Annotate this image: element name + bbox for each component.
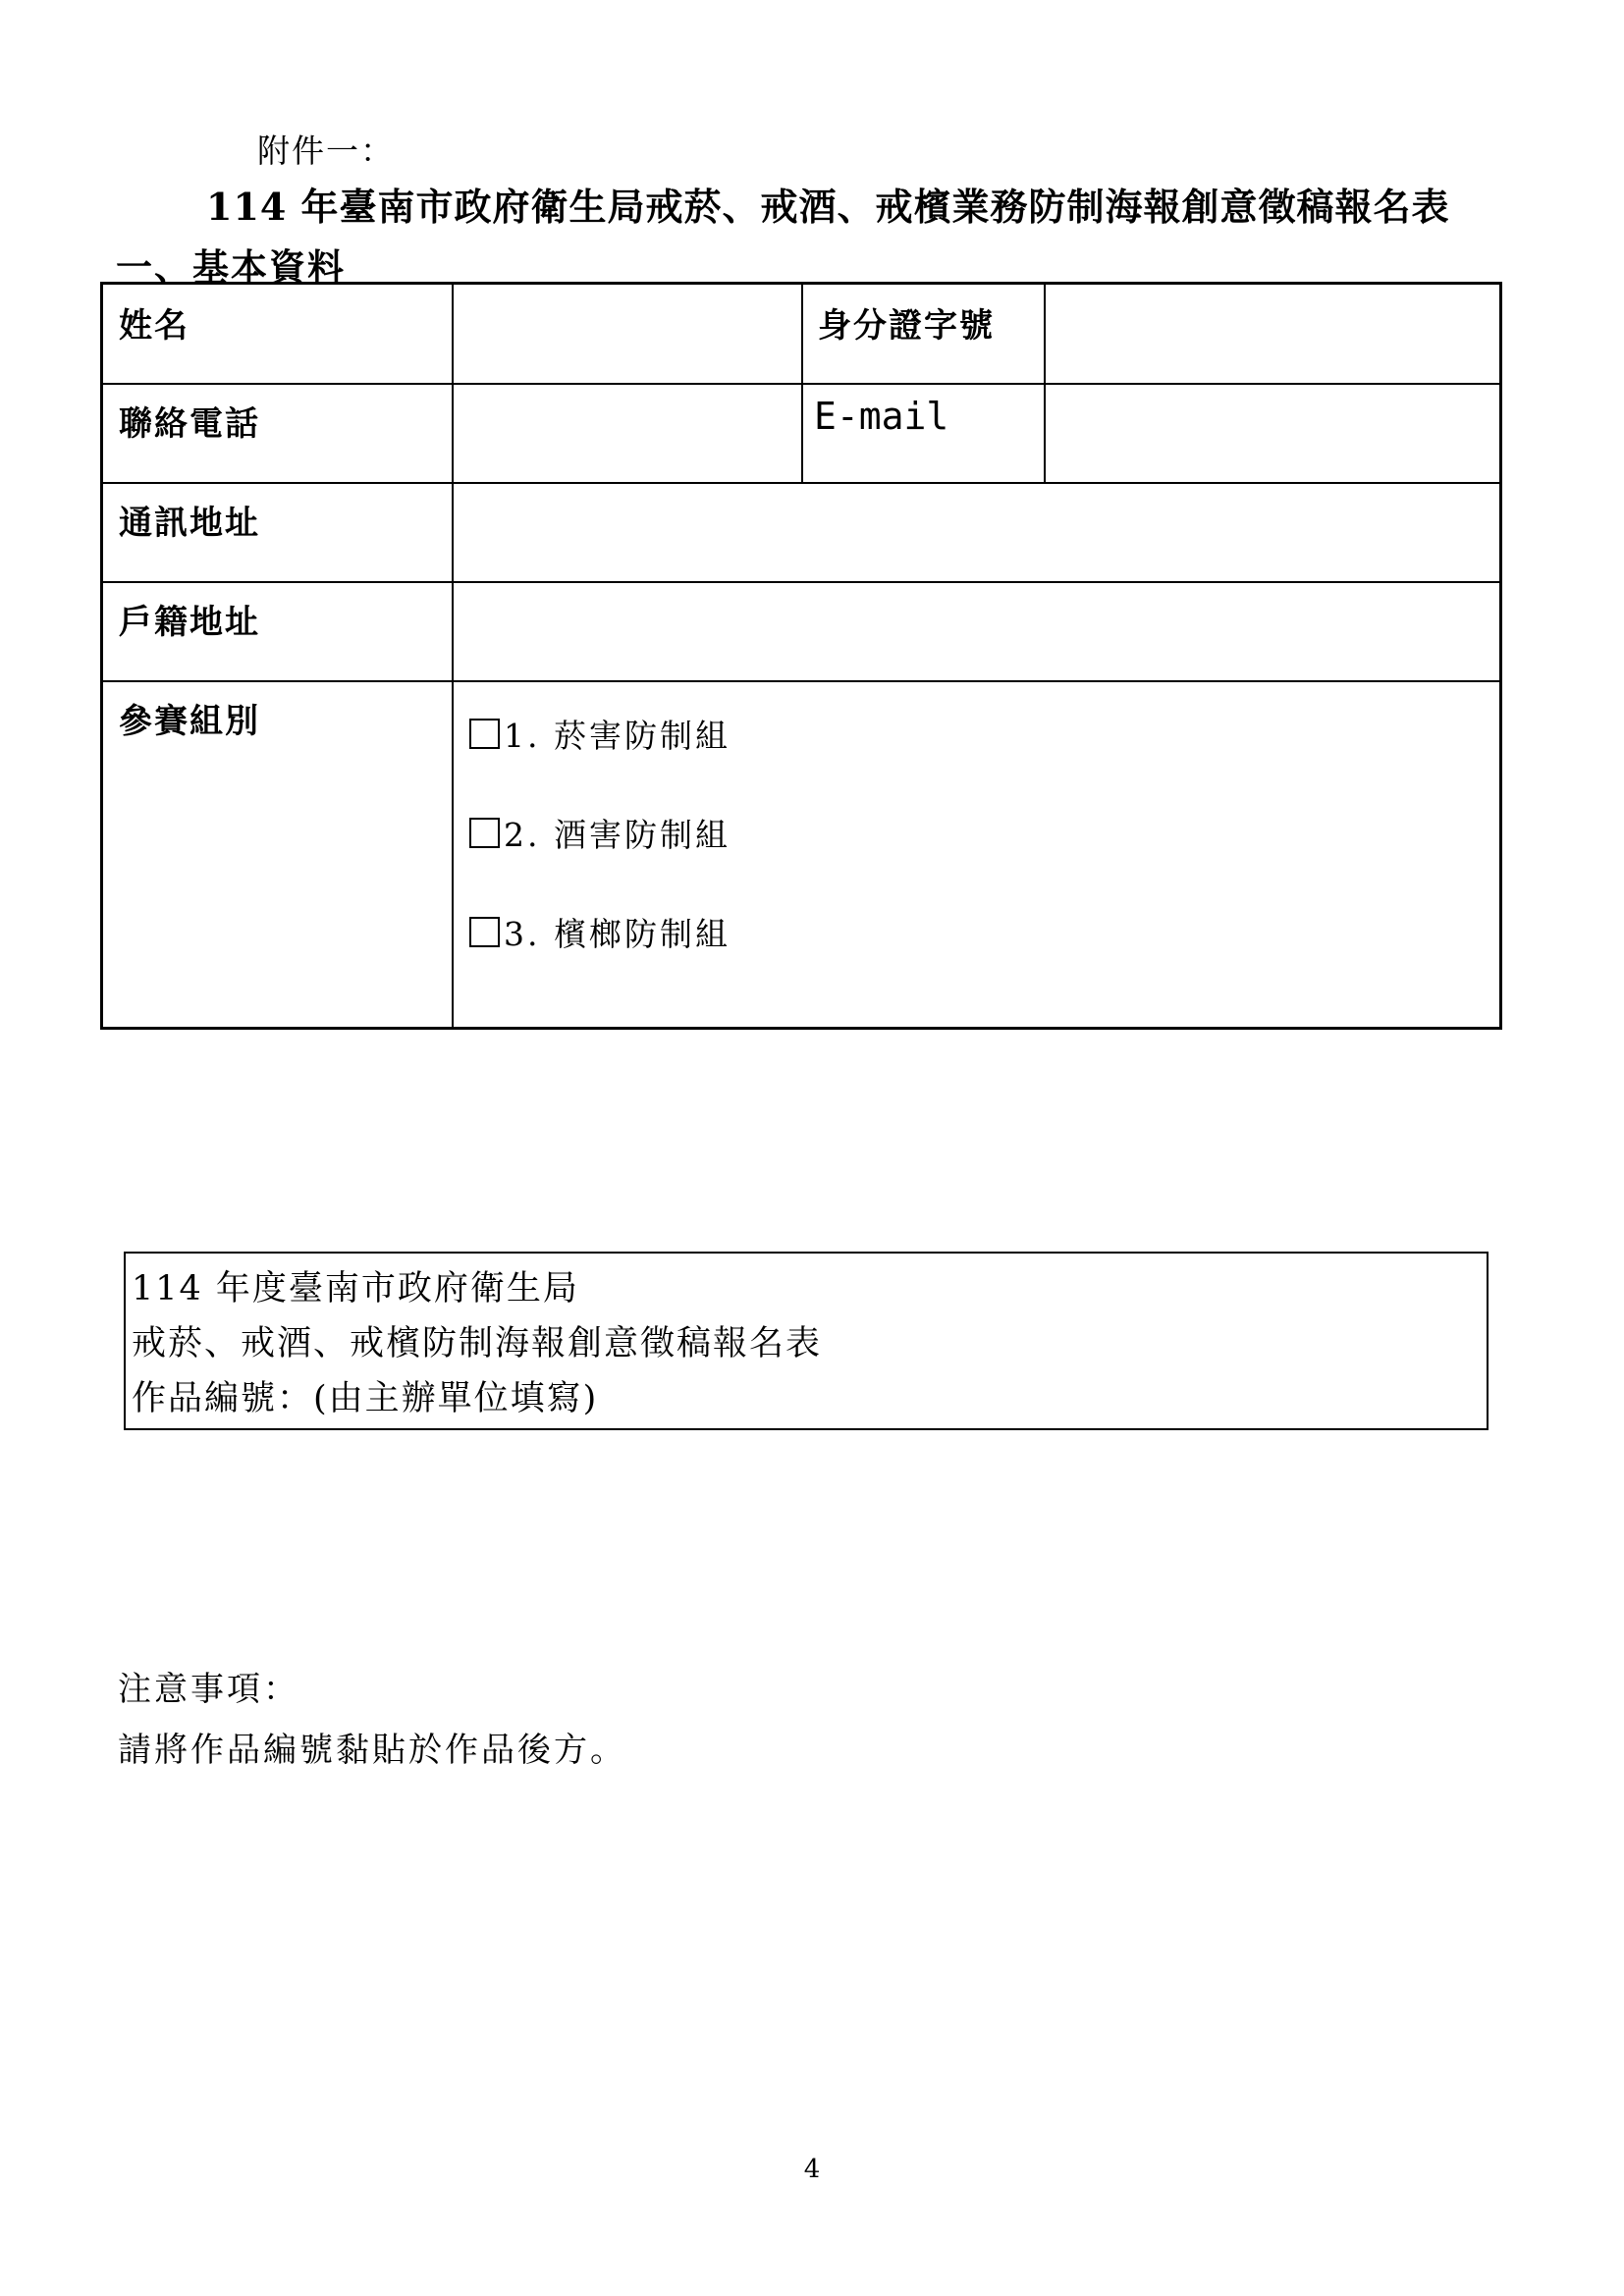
category-label: 參賽組別 [119,702,260,741]
email-label: E-mail [814,395,949,438]
mailing-address-label: 通訊地址 [119,504,260,543]
id-number-label: 身分證字號 [818,306,995,346]
category-option-label: 3. 檳榔防制組 [504,915,731,953]
row-divider [103,482,1499,484]
section-heading: 一、基本資料 [116,245,346,289]
checkbox[interactable] [469,818,500,848]
column-divider [1044,285,1046,482]
entry-number-box [124,1252,1489,1430]
checkbox[interactable] [469,719,500,749]
row-divider [103,680,1499,682]
category-option-label: 1. 菸害防制組 [504,717,731,755]
id-number-field[interactable] [1060,298,1483,369]
name-field[interactable] [468,298,783,369]
category-option[interactable] [469,810,731,856]
name-label: 姓名 [119,306,189,346]
household-address-label: 戶籍地址 [119,603,260,642]
category-option[interactable] [469,711,731,757]
notes-title: 注意事項： [118,1670,299,1709]
row-divider [103,581,1499,583]
mailing-address-field[interactable] [468,496,1480,566]
phone-field[interactable] [468,397,783,467]
entry-box-line: 作品編號：(由主辦單位填寫) [132,1379,599,1418]
entry-box-line: 戒菸、戒酒、戒檳防制海報創意徵稿報名表 [132,1324,823,1363]
attachment-label: 附件一： [257,132,395,170]
entry-box-line: 114 年度臺南市政府衛生局 [132,1269,579,1308]
column-divider [452,285,454,1027]
notes [118,1659,626,1781]
checkbox[interactable] [469,917,500,947]
email-field[interactable] [1060,397,1483,467]
category-option-label: 2. 酒害防制組 [504,816,731,854]
basic-info-form [100,282,1502,1030]
category-option[interactable] [469,909,731,955]
notes-text: 請將作品編號黏貼於作品後方。 [118,1731,626,1770]
household-address-field[interactable] [468,595,1480,666]
column-divider [801,285,803,482]
phone-label: 聯絡電話 [119,404,260,444]
page-number: 4 [803,2155,821,2184]
page-title: 114 年臺南市政府衛生局戒菸、戒酒、戒檳業務防制海報創意徵稿報名表 [206,185,1450,229]
